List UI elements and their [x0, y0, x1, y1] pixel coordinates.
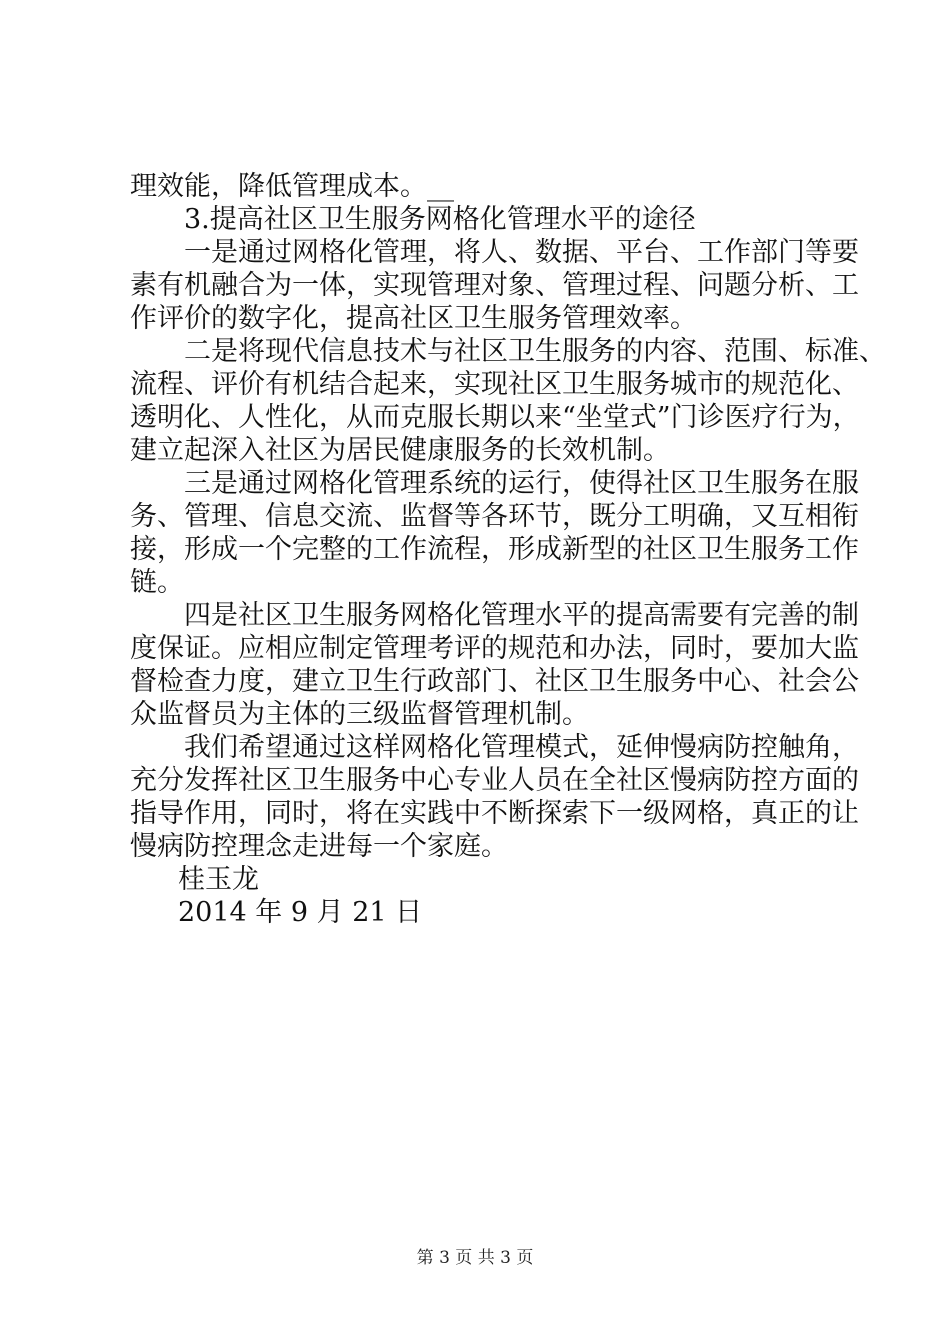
text-line: 三是通过网格化管理系统的运行，使得社区卫生服务在服: [184, 468, 859, 499]
document-date: 2014 年 9 月 21 日: [178, 897, 423, 928]
text-line: 务、管理、信息交流、监督等各环节，既分工明确，又互相衔: [130, 501, 859, 532]
text-line: 素有机融合为一体，实现管理对象、管理过程、问题分析、工: [130, 270, 859, 301]
text-line: 四是社区卫生服务网格化管理水平的提高需要有完善的制: [184, 600, 859, 631]
text-line: 一是通过网格化管理，将人、数据、平台、工作部门等要: [184, 237, 859, 268]
text-line: 二是将现代信息技术与社区卫生服务的内容、范围、标准、: [184, 336, 886, 367]
text-line: 慢病防控理念走进每一个家庭。: [130, 831, 508, 862]
text-line: 链。: [130, 567, 184, 598]
section-heading: 3.提高社区卫生服务网格化管理水平的途径: [184, 204, 696, 235]
text-line: 我们希望通过这样网格化管理模式，延伸慢病防控触角，: [184, 732, 859, 763]
text-line: 流程、评价有机结合起来，实现社区卫生服务城市的规范化、: [130, 369, 859, 400]
page-footer: 第 3 页 共 3 页: [416, 1248, 534, 1268]
text-line: 接，形成一个完整的工作流程，形成新型的社区卫生服务工作: [130, 534, 859, 565]
text-line: 充分发挥社区卫生服务中心专业人员在全社区慢病防控方面的: [130, 765, 859, 796]
text-line: 建立起深入社区为居民健康服务的长效机制。: [130, 435, 670, 466]
text-line: 理效能，降低管理成本。__: [130, 171, 454, 202]
text-line: 透明化、人性化，从而克服长期以来“坐堂式”门诊医疗行为，: [130, 402, 860, 433]
document-body: [130, 170, 886, 929]
text-line: 指导作用，同时，将在实践中不断探索下一级网格，真正的让: [130, 798, 859, 829]
text-line: 众监督员为主体的三级监督管理机制。: [130, 699, 589, 730]
text-line: 作评价的数字化，提高社区卫生服务管理效率。: [130, 303, 697, 334]
text-line: 度保证。应相应制定管理考评的规范和办法，同时，要加大监: [130, 633, 859, 664]
author-signature: 桂玉龙: [178, 864, 259, 895]
text-line: 督检查力度，建立卫生行政部门、社区卫生服务中心、社会公: [130, 666, 859, 697]
